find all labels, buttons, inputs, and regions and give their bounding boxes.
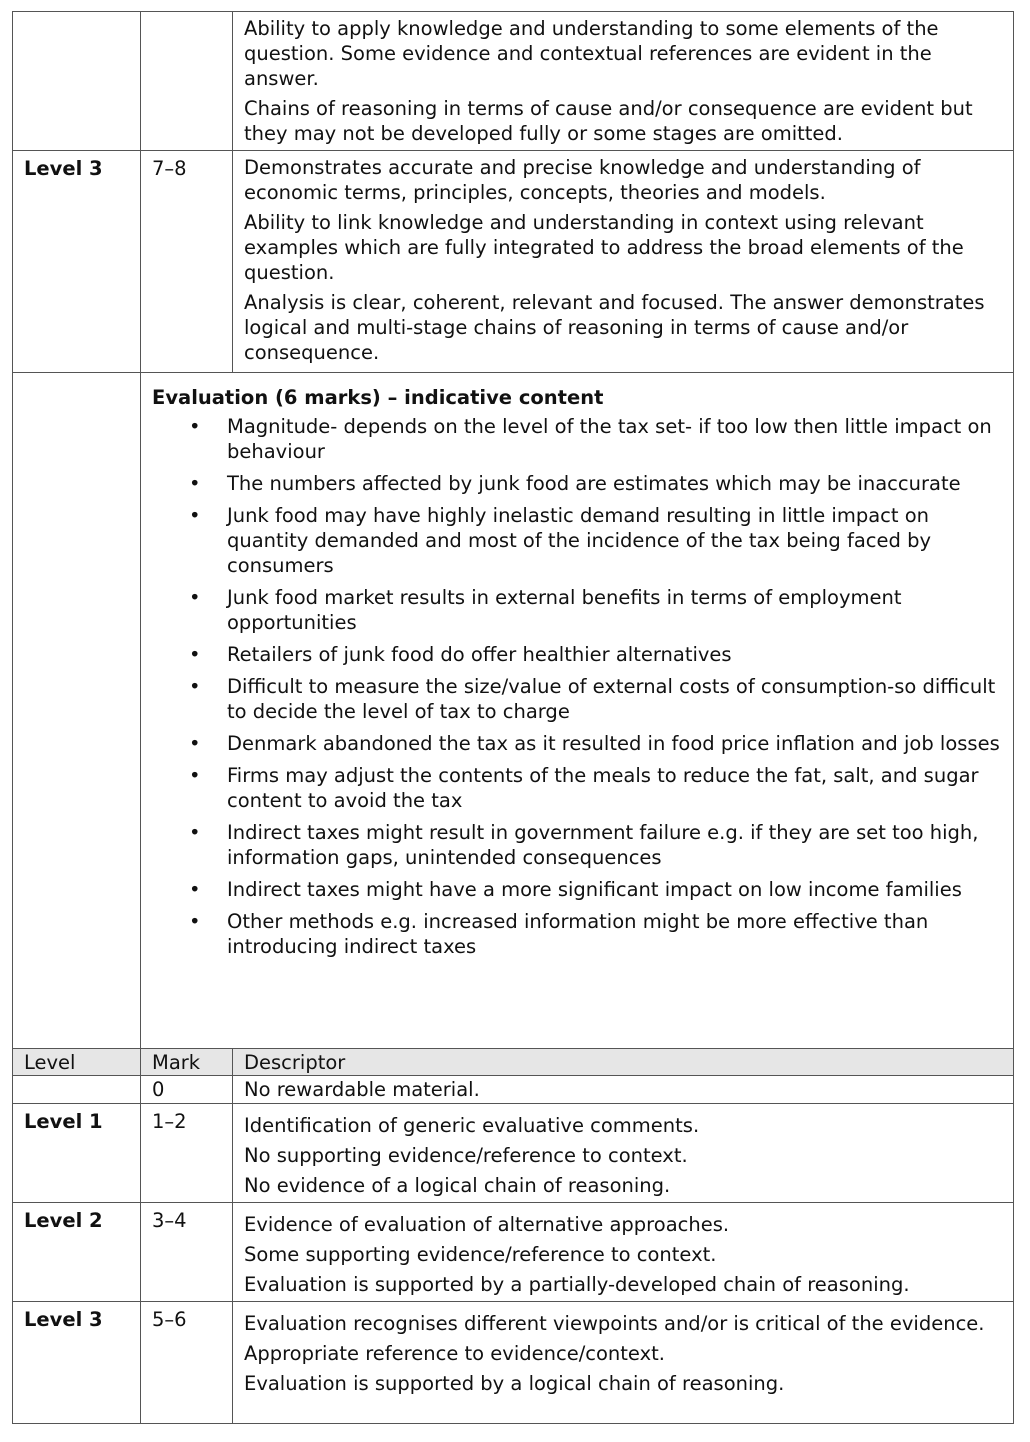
table-row-continuation (13, 12, 1014, 151)
descriptor-text: No evidence of a logical chain of reasoning. (244, 1174, 671, 1197)
list-item: • Magnitude- depends on the level of the tax set- if too low then little impact on behaviour (189, 415, 992, 463)
descriptor-cell (233, 151, 1014, 373)
mark-scheme-table (12, 11, 1014, 1424)
list-item: • Junk food may have highly inelastic demand resulting in little impact on quantity demanded and most of the incidence of the tax being faced by consumers (189, 504, 931, 577)
level-cell (13, 1076, 141, 1104)
mark-cell: 1–2 (141, 1104, 233, 1203)
bullet-icon: • (189, 878, 201, 901)
bullet-icon: • (189, 415, 201, 438)
table-row-level-3 (13, 1302, 1014, 1424)
descriptor-cell: No rewardable material. (233, 1076, 1014, 1104)
descriptor-text: Appropriate reference to evidence/context. (244, 1342, 665, 1365)
empty-level-cell (13, 373, 141, 1049)
column-header-level: Level (13, 1049, 141, 1076)
mark-cell: 3–4 (141, 1203, 233, 1302)
bullet-icon: • (189, 643, 201, 666)
list-item: • Difficult to measure the size/value of external costs of consumption-so difficult to decide the level of tax to charge (189, 675, 996, 723)
descriptor-cell (233, 1302, 1014, 1424)
table-row-zero (13, 1076, 1014, 1104)
evaluation-bullet-list (152, 414, 1003, 959)
level-cell: Level 2 (13, 1203, 141, 1302)
bullet-icon: • (189, 732, 201, 755)
mark-cell (141, 12, 233, 151)
evaluation-heading: Evaluation (6 marks) – indicative content (152, 386, 604, 409)
descriptor-text: Ability to link knowledge and understanding in context using relevant examples which are fully integrated to address the broad elements of the question. (244, 211, 964, 284)
table-header-row (13, 1049, 1014, 1076)
mark-cell: 0 (141, 1076, 233, 1104)
level-cell: Level 1 (13, 1104, 141, 1203)
level-cell: Level 3 (13, 151, 141, 373)
list-item: • Indirect taxes might have a more significant impact on low income families (189, 878, 962, 901)
bullet-icon: • (189, 910, 201, 933)
descriptor-text: Analysis is clear, coherent, relevant and focused. The answer demonstrates logical and multi-stage chains of reasoning in terms of cause and/or consequence. (244, 291, 985, 364)
descriptor-text: Demonstrates accurate and precise knowledge and understanding of economic terms, principles, concepts, theories and models. (244, 156, 921, 204)
table-row-level-3-analysis (13, 151, 1014, 373)
table-row-level-2 (13, 1203, 1014, 1302)
descriptor-text: Chains of reasoning in terms of cause and/or consequence are evident but they may not be developed fully or some stages are omitted. (244, 97, 973, 145)
descriptor-text: Evidence of evaluation of alternative approaches. (244, 1213, 730, 1236)
column-header-mark: Mark (141, 1049, 233, 1076)
mark-cell: 7–8 (141, 151, 233, 373)
level-cell (13, 12, 141, 151)
evaluation-content-row (13, 373, 1014, 1049)
descriptor-cell (233, 1104, 1014, 1203)
descriptor-text: Identification of generic evaluative comments. (244, 1114, 700, 1137)
list-item: • Indirect taxes might result in government failure e.g. if they are set too high, information gaps, unintended consequences (189, 821, 979, 869)
descriptor-text: Some supporting evidence/reference to context. (244, 1243, 717, 1266)
bullet-icon: • (189, 764, 201, 787)
descriptor-text: Evaluation is supported by a logical chain of reasoning. (244, 1372, 785, 1395)
descriptor-cell (233, 1203, 1014, 1302)
list-item: • The numbers affected by junk food are estimates which may be inaccurate (189, 472, 961, 495)
list-item: • Retailers of junk food do offer healthier alternatives (189, 643, 732, 666)
column-header-descriptor: Descriptor (233, 1049, 1014, 1076)
table-row-level-1 (13, 1104, 1014, 1203)
list-item: • Junk food market results in external benefits in terms of employment opportunities (189, 586, 902, 634)
descriptor-text: Evaluation recognises different viewpoints and/or is critical of the evidence. (244, 1312, 985, 1335)
mark-cell: 5–6 (141, 1302, 233, 1424)
bullet-icon: • (189, 675, 201, 698)
descriptor-cell (233, 12, 1014, 151)
list-item: • Other methods e.g. increased information might be more effective than introducing indirect taxes (189, 910, 929, 958)
descriptor-text: Evaluation is supported by a partially-developed chain of reasoning. (244, 1273, 910, 1296)
bullet-icon: • (189, 472, 201, 495)
bullet-icon: • (189, 821, 201, 844)
bullet-icon: • (189, 586, 201, 609)
evaluation-content-cell (141, 373, 1014, 1049)
descriptor-text: No supporting evidence/reference to context. (244, 1144, 688, 1167)
bullet-icon: • (189, 504, 201, 527)
list-item: • Firms may adjust the contents of the meals to reduce the fat, salt, and sugar content to avoid the tax (189, 764, 979, 812)
list-item: • Denmark abandoned the tax as it resulted in food price inflation and job losses (189, 732, 1000, 755)
descriptor-text: Ability to apply knowledge and understanding to some elements of the question. Some evidence and contextual references are evident in the answer. (244, 17, 939, 90)
level-cell: Level 3 (13, 1302, 141, 1424)
